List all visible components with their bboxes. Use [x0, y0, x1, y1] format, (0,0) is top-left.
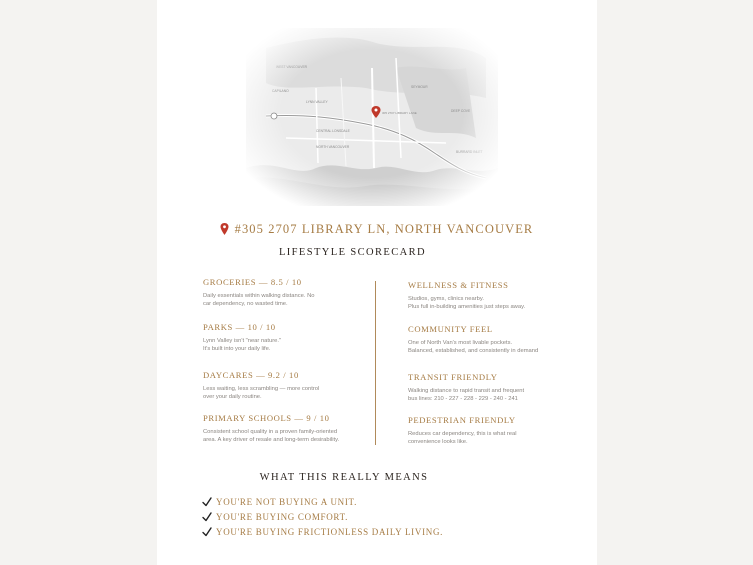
- item-desc: Walking distance to rapid transit and frequent bus lines: 210 - 227 - 228 - 229 - 240 - 241: [408, 388, 525, 403]
- scorecard-item-parks: [203, 322, 363, 354]
- item-title: TRANSIT FRIENDLY: [408, 372, 498, 382]
- item-title: PARKS — 10 / 10: [203, 322, 276, 332]
- list-item: [202, 494, 443, 509]
- scorecard-item-daycares: [203, 370, 363, 402]
- list-item-label: YOU'RE BUYING COMFORT.: [216, 511, 349, 522]
- scorecard-item-community: [408, 324, 578, 356]
- checkmark-icon: [202, 497, 212, 507]
- scorecard-item-groceries: [203, 277, 363, 309]
- list-item-label: YOU'RE NOT BUYING A UNIT.: [216, 496, 358, 507]
- scorecard-item-wellness: [408, 280, 578, 312]
- column-divider: [375, 281, 376, 445]
- location-map[interactable]: [246, 28, 498, 206]
- item-desc: Lynn Valley isn't "near nature." It's built into your daily life.: [203, 338, 282, 353]
- map-graphic: [246, 28, 498, 206]
- list-item-label: YOU'RE BUYING FRICTIONLESS DAILY LIVING.: [216, 526, 444, 537]
- list-item: [202, 509, 443, 524]
- item-desc: Consistent school quality in a proven family-oriented area. A key driver of resale and long-term desirability.: [203, 429, 340, 444]
- scorecard-item-schools: [203, 413, 363, 445]
- checkmark-icon: [202, 512, 212, 522]
- item-title: PRIMARY SCHOOLS — 9 / 10: [203, 413, 330, 423]
- scorecard-item-pedestrian: [408, 415, 578, 447]
- address-text: #305 2707 LIBRARY LN, NORTH VANCOUVER: [234, 222, 534, 236]
- item-title: PEDESTRIAN FRIENDLY: [408, 415, 516, 425]
- means-list: [202, 494, 443, 539]
- item-desc: Studios, gyms, clinics nearby. Plus full in-building amenities just steps away.: [408, 296, 526, 311]
- item-desc: One of North Van's most livable pockets. Balanced, established, and consistently in demand: [408, 340, 539, 355]
- item-desc: Reduces car dependency, this is what real convenience looks like.: [408, 431, 517, 446]
- item-title: GROCERIES — 8.5 / 10: [203, 277, 302, 287]
- list-item: [202, 524, 443, 539]
- item-title: COMMUNITY FEEL: [408, 324, 493, 334]
- scorecard-title: LIFESTYLE SCORECARD: [278, 247, 427, 258]
- scorecard-item-transit: [408, 372, 578, 404]
- item-desc: Daily essentials within walking distance. No car dependency, no wasted time.: [203, 293, 315, 308]
- pin-icon: [220, 223, 229, 239]
- item-title: WELLNESS & FITNESS: [408, 280, 509, 290]
- means-title: WHAT THIS REALLY MEANS: [259, 472, 429, 483]
- property-address: [0, 222, 753, 239]
- checkmark-icon: [202, 527, 212, 537]
- item-title: DAYCARES — 9.2 / 10: [203, 370, 299, 380]
- item-desc: Less waiting, less scrambling — more control over your daily routine.: [203, 386, 320, 401]
